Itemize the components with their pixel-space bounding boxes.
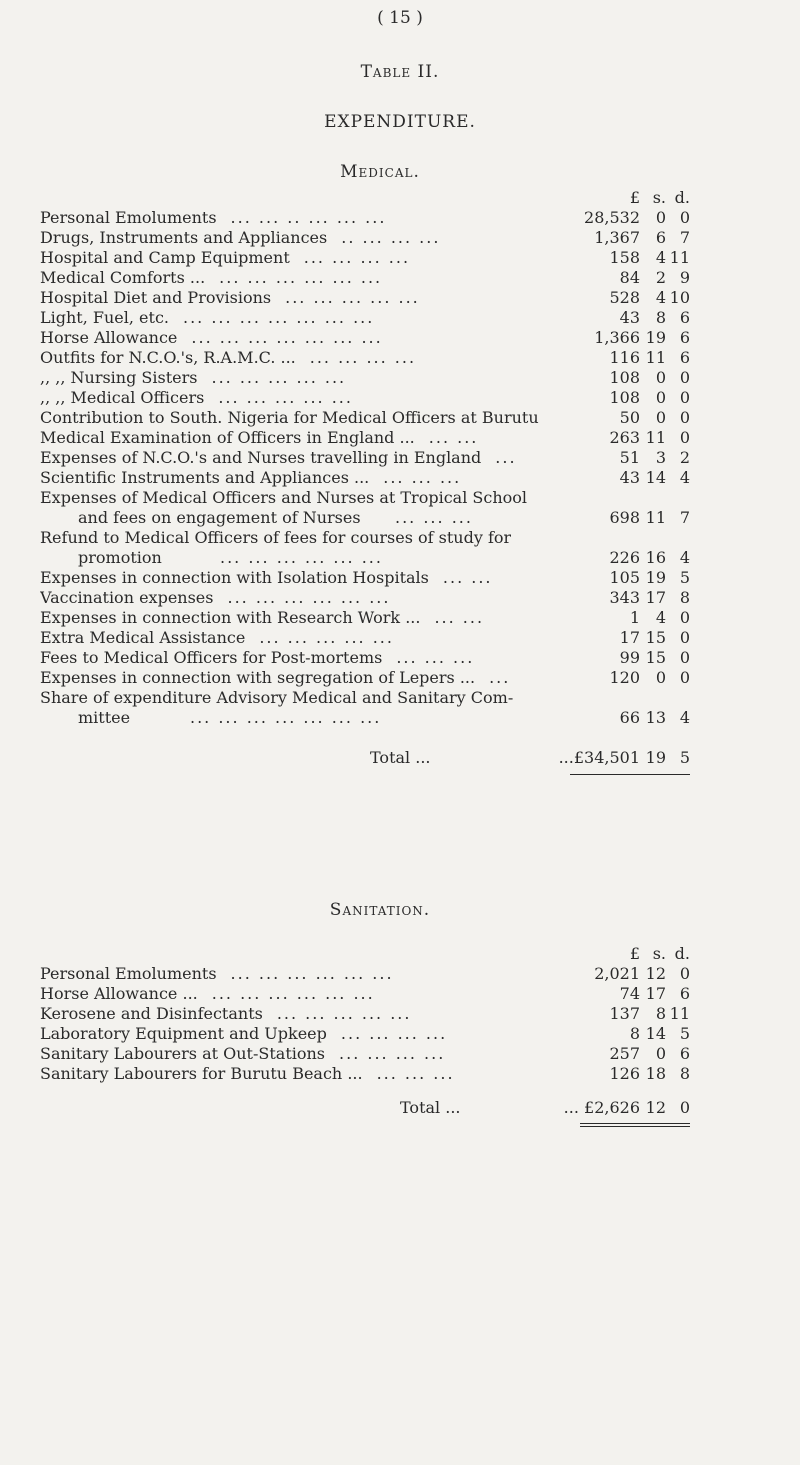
- row-label: Extra Medical Assistance: [40, 628, 246, 647]
- row-label-cont: mittee: [78, 708, 131, 727]
- row-label: Refund to Medical Officers of fees for courses of study for: [40, 528, 512, 547]
- amount-pounds: 74: [619, 984, 640, 1003]
- table-row: [40, 964, 770, 984]
- row-label: Light, Fuel, etc.: [40, 308, 169, 327]
- leader-dots: ... ...: [434, 608, 485, 627]
- amount-pence: 0: [679, 648, 690, 667]
- leader-dots: ... ... ... ... ...: [259, 628, 394, 647]
- leader-dots: ... ... ... ...: [339, 1044, 446, 1063]
- amount-pounds: 1,366: [594, 328, 640, 347]
- amount-shillings: 0: [655, 388, 666, 407]
- amount-pounds: 226: [609, 548, 640, 567]
- amount-pounds: 257: [609, 1044, 640, 1063]
- leader-dots: ... ... ... ... ... ...: [220, 548, 383, 567]
- amount-shillings: 13: [645, 708, 666, 727]
- amount-pence: 6: [679, 348, 690, 367]
- amount-pence: 0: [679, 388, 690, 407]
- amount-pence: 0: [679, 428, 690, 447]
- table-row: [40, 984, 770, 1004]
- amount-pence: 2: [679, 448, 690, 467]
- amount-pounds: 51: [619, 448, 640, 467]
- medical-table: [40, 188, 770, 775]
- page-number: ( 15 ): [377, 8, 423, 28]
- sanitation-total-row: [40, 1098, 770, 1118]
- leader-dots: ... ... ...: [395, 508, 473, 527]
- leader-dots: ... ... ...: [396, 648, 475, 667]
- amount-pence: 7: [679, 508, 690, 527]
- amount-shillings: 6: [655, 228, 666, 247]
- amount-shillings: 14: [645, 1024, 666, 1043]
- total-pounds: ...£34,501: [558, 748, 640, 767]
- amount-shillings: 12: [645, 964, 666, 983]
- table-row: [40, 288, 770, 308]
- table-row: [40, 1044, 770, 1064]
- amount-pence: 4: [679, 548, 690, 567]
- table-row: [40, 648, 770, 668]
- amount-pence: 8: [679, 1064, 690, 1083]
- amount-pounds: 8: [629, 1024, 640, 1043]
- amount-pence: 6: [679, 308, 690, 327]
- table-row: [40, 368, 770, 388]
- row-label: Personal Emoluments: [40, 964, 217, 983]
- amount-shillings: 4: [655, 248, 666, 267]
- row-label-cont: and fees on engagement of Nurses: [78, 508, 361, 527]
- amount-pounds: 43: [619, 468, 640, 487]
- col-shillings: s.: [652, 188, 666, 207]
- table-row: [40, 348, 770, 368]
- row-label: ,, ,, Medical Officers: [40, 388, 205, 407]
- leader-dots: ... ... ... ... ... ... ...: [183, 308, 375, 327]
- expenditure-title: EXPENDITURE.: [324, 112, 476, 132]
- amount-pounds: 108: [609, 388, 640, 407]
- row-label: Vaccination expenses: [40, 588, 214, 607]
- sanitation-table: [40, 944, 770, 1127]
- row-label: Share of expenditure Advisory Medical and Sanitary Com-: [40, 688, 514, 707]
- col-pounds: £: [629, 188, 640, 207]
- leader-dots: ... ... ... ... ... ...: [211, 984, 375, 1003]
- table-row: [40, 428, 770, 448]
- amount-pence: 6: [679, 1044, 690, 1063]
- amount-pence: 6: [679, 984, 690, 1003]
- row-label: ,, ,, Nursing Sisters: [40, 368, 198, 387]
- amount-shillings: 11: [645, 348, 666, 367]
- amount-shillings: 8: [655, 1004, 666, 1023]
- amount-pounds: 158: [609, 248, 640, 267]
- amount-pounds: 50: [619, 408, 640, 427]
- leader-dots: ... ... ... ... ... ...: [227, 588, 391, 607]
- leader-dots: ... ... ... ...: [340, 1024, 448, 1043]
- table-row: [40, 588, 770, 608]
- table-row: [40, 388, 770, 408]
- leader-dots: ... ... ... ... ... ... ...: [191, 328, 383, 347]
- row-label: Expenses in connection with segregation of Lepers ...: [40, 668, 476, 687]
- row-label: Kerosene and Disinfectants: [40, 1004, 263, 1023]
- amount-shillings: 19: [645, 328, 666, 347]
- amount-shillings: 17: [645, 588, 666, 607]
- amount-shillings: 15: [645, 628, 666, 647]
- amount-pence: 4: [679, 468, 690, 487]
- amount-pounds: 116: [609, 348, 640, 367]
- amount-pounds: 528: [609, 288, 640, 307]
- leader-dots: ... ... ... ... ...: [218, 388, 353, 407]
- amount-pence: 0: [679, 208, 690, 227]
- amount-shillings: 14: [645, 468, 666, 487]
- amount-shillings: 17: [645, 984, 666, 1003]
- total-shillings: 12: [645, 1098, 666, 1117]
- amount-shillings: 16: [645, 548, 666, 567]
- amount-shillings: 4: [655, 608, 666, 627]
- row-label: Horse Allowance: [40, 328, 178, 347]
- table-row: [40, 408, 770, 428]
- amount-pounds: 66: [619, 708, 640, 727]
- row-label: Drugs, Instruments and Appliances: [40, 228, 328, 247]
- amount-shillings: 0: [655, 208, 666, 227]
- leader-dots: ...: [495, 448, 517, 467]
- leader-dots: ... ...: [428, 428, 479, 447]
- amount-pence: 8: [679, 588, 690, 607]
- amount-pence: 11: [669, 1004, 690, 1023]
- amount-pounds: 120: [609, 668, 640, 687]
- leader-dots: ... ... ... ...: [303, 248, 411, 267]
- amount-shillings: 19: [645, 568, 666, 587]
- leader-dots: ... ... ... ... ...: [285, 288, 420, 307]
- leader-dots: ... ... ... ...: [309, 348, 417, 367]
- row-label: Sanitary Labourers for Burutu Beach ...: [40, 1064, 363, 1083]
- table-row: [40, 208, 770, 228]
- amount-pence: 0: [679, 668, 690, 687]
- amount-shillings: 0: [655, 668, 666, 687]
- row-label: Hospital Diet and Provisions: [40, 288, 272, 307]
- amount-pounds: 1: [629, 608, 640, 627]
- amount-pounds: 698: [609, 508, 640, 527]
- leader-dots: ... ...: [442, 568, 493, 587]
- leader-dots: ... ... ... ... ... ...: [230, 964, 394, 983]
- row-label: Medical Comforts ...: [40, 268, 206, 287]
- amount-pence: 0: [679, 608, 690, 627]
- amount-pence: 5: [679, 1024, 690, 1043]
- row-label: Personal Emoluments: [40, 208, 217, 227]
- leader-dots: ... ... ... ... ...: [276, 1004, 412, 1023]
- amount-pence: 0: [679, 628, 690, 647]
- amount-pounds: 17: [619, 628, 640, 647]
- amount-pounds: 84: [619, 268, 640, 287]
- amount-pence: 0: [679, 408, 690, 427]
- col-pence: d.: [674, 188, 690, 207]
- medical-heading: Medical.: [340, 162, 420, 182]
- total-double-underline: [580, 1126, 690, 1127]
- table-row: [40, 668, 770, 688]
- amount-pence: 10: [669, 288, 690, 307]
- amount-pounds: 2,021: [594, 964, 640, 983]
- amount-pence: 0: [679, 964, 690, 983]
- table-row: [40, 608, 770, 628]
- total-pounds: ... £2,626: [563, 1098, 640, 1117]
- row-label: Fees to Medical Officers for Post-mortems: [40, 648, 383, 667]
- amount-shillings: 4: [655, 288, 666, 307]
- amount-pence: 0: [679, 368, 690, 387]
- row-label: Expenses of Medical Officers and Nurses at Tropical School: [40, 488, 528, 507]
- row-label: Expenses in connection with Research Work ...: [40, 608, 421, 627]
- table-row: [40, 448, 770, 468]
- amount-pence: 7: [679, 228, 690, 247]
- table-row: [40, 228, 770, 248]
- medical-total-row: [40, 748, 770, 768]
- amount-shillings: 15: [645, 648, 666, 667]
- amount-pounds: 137: [609, 1004, 640, 1023]
- amount-pounds: 126: [609, 1064, 640, 1083]
- table-title: Table II.: [360, 62, 440, 82]
- amount-pounds: 343: [609, 588, 640, 607]
- row-label: Outfits for N.C.O.'s, R.A.M.C. ...: [40, 348, 296, 367]
- amount-shillings: 8: [655, 308, 666, 327]
- amount-pence: 6: [679, 328, 690, 347]
- amount-pence: 11: [669, 248, 690, 267]
- sanitation-heading: Sanitation.: [329, 900, 431, 920]
- col-pence: d.: [674, 944, 690, 963]
- row-label: Horse Allowance ...: [40, 984, 198, 1003]
- medical-column-header: [40, 188, 770, 208]
- row-label: Scientific Instruments and Appliances ...: [40, 468, 370, 487]
- table-row: [40, 568, 770, 588]
- leader-dots: ... ... ... ... ... ...: [219, 268, 383, 287]
- amount-shillings: 3: [655, 448, 666, 467]
- row-label: Expenses of N.C.O.'s and Nurses travelling in England: [40, 448, 482, 467]
- amount-shillings: 2: [655, 268, 666, 287]
- col-pounds: £: [629, 944, 640, 963]
- amount-shillings: 11: [645, 508, 666, 527]
- amount-pence: 4: [679, 708, 690, 727]
- leader-dots: ... ... ...: [376, 1064, 455, 1083]
- leader-dots: ...: [489, 668, 511, 687]
- amount-pence: 5: [679, 568, 690, 587]
- row-label: Medical Examination of Officers in England ...: [40, 428, 415, 447]
- table-row: [40, 328, 770, 348]
- total-pence: 0: [679, 1098, 690, 1117]
- amount-pounds: 105: [609, 568, 640, 587]
- table-row: [40, 688, 770, 728]
- table-row: [40, 468, 770, 488]
- amount-shillings: 11: [645, 428, 666, 447]
- leader-dots: ... ... .. ... ... ...: [230, 208, 387, 227]
- table-row: [40, 1004, 770, 1024]
- amount-pounds: 43: [619, 308, 640, 327]
- total-underline: [580, 1123, 690, 1124]
- amount-pounds: 28,532: [584, 208, 640, 227]
- total-label: Total ...: [370, 748, 431, 767]
- row-label: Hospital and Camp Equipment: [40, 248, 290, 267]
- row-label-cont: promotion: [78, 548, 162, 567]
- amount-pounds: 263: [609, 428, 640, 447]
- amount-pounds: 108: [609, 368, 640, 387]
- table-row: [40, 308, 770, 328]
- leader-dots: ... ... ... ... ... ... ...: [190, 708, 382, 727]
- amount-shillings: 18: [645, 1064, 666, 1083]
- table-row: [40, 268, 770, 288]
- row-label: Contribution to South. Nigeria for Medical Officers at Burutu: [40, 408, 539, 427]
- table-row: [40, 1064, 770, 1084]
- col-shillings: s.: [652, 944, 666, 963]
- total-label: Total ...: [400, 1098, 461, 1117]
- row-label: Sanitary Labourers at Out-Stations: [40, 1044, 326, 1063]
- table-row: [40, 248, 770, 268]
- amount-pounds: 99: [619, 648, 640, 667]
- leader-dots: .. ... ... ...: [341, 228, 441, 247]
- leader-dots: ... ... ...: [383, 468, 462, 487]
- total-underline: [570, 774, 690, 775]
- table-row: [40, 528, 770, 568]
- amount-pounds: 1,367: [594, 228, 640, 247]
- row-label: Laboratory Equipment and Upkeep: [40, 1024, 327, 1043]
- total-pence: 5: [679, 748, 690, 767]
- table-row: [40, 1024, 770, 1044]
- row-label: Expenses in connection with Isolation Hospitals: [40, 568, 429, 587]
- sanitation-column-header: [40, 944, 770, 964]
- table-row: [40, 628, 770, 648]
- amount-shillings: 0: [655, 408, 666, 427]
- amount-shillings: 0: [655, 368, 666, 387]
- amount-shillings: 0: [655, 1044, 666, 1063]
- table-row: [40, 488, 770, 528]
- amount-pence: 9: [679, 268, 690, 287]
- leader-dots: ... ... ... ... ...: [211, 368, 347, 387]
- total-shillings: 19: [645, 748, 666, 767]
